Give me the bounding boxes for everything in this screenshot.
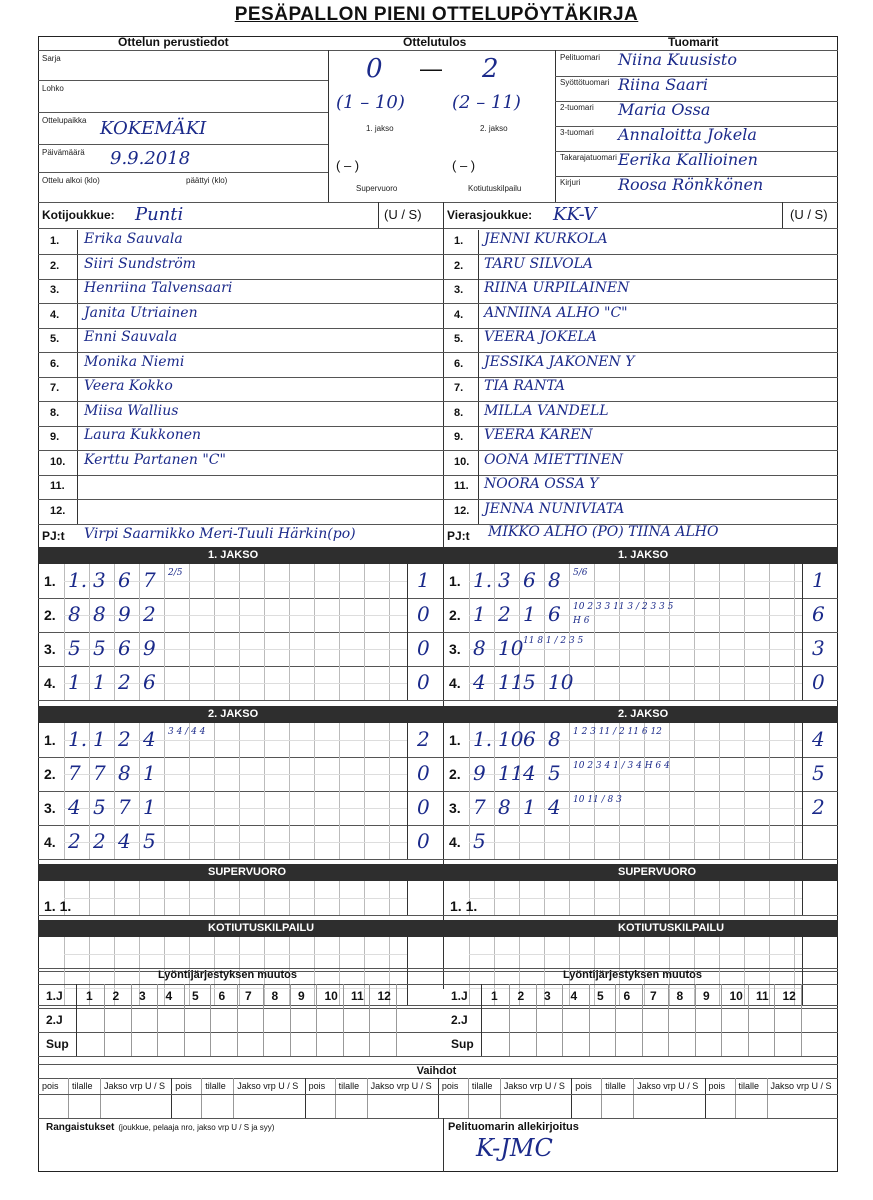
change-col: 5 bbox=[192, 989, 199, 1003]
inning-score: 2 bbox=[417, 727, 430, 751]
batting-row-number: 3. bbox=[449, 800, 461, 816]
inning-score: 0 bbox=[417, 761, 430, 785]
change-col: 9 bbox=[298, 989, 305, 1003]
kot-label: Kotiutuskilpailu bbox=[468, 184, 522, 193]
away-player-name: RIINA URPILAINEN bbox=[484, 280, 630, 296]
change-row-label: Sup bbox=[451, 1037, 474, 1051]
referees-header: Tuomarit bbox=[668, 35, 719, 49]
inning-score: 4 bbox=[812, 727, 825, 751]
batting-row-number: 2. bbox=[44, 766, 56, 782]
batting-entry: 1 bbox=[93, 727, 106, 751]
pvm-label: Päivämäärä bbox=[42, 148, 85, 157]
vaihdot-col: tilalle bbox=[338, 1081, 360, 1091]
batting-entry: 8 bbox=[548, 568, 561, 592]
sup-away-row: 1. 1. bbox=[450, 898, 478, 914]
batting-entry: 8 bbox=[473, 636, 486, 660]
batting-entry: 7 bbox=[473, 795, 486, 819]
referee-name: Annaloitta Jokela bbox=[618, 125, 757, 144]
vaihdot-title: Vaihdot bbox=[416, 1065, 457, 1077]
batting-row-number: 4. bbox=[44, 675, 56, 691]
batting-row-number: 4. bbox=[449, 675, 461, 691]
home-player-number: 5. bbox=[50, 333, 60, 345]
home-player-name: Laura Kukkonen bbox=[84, 427, 202, 443]
pvm-value: 9.9.2018 bbox=[110, 148, 191, 169]
section-title-home: 2. JAKSO bbox=[208, 708, 259, 720]
away-player-number: 7. bbox=[454, 382, 464, 394]
batting-entry: 10 bbox=[498, 727, 524, 751]
batting-entry: 8 bbox=[68, 602, 81, 626]
home-player-number: 2. bbox=[50, 259, 60, 272]
sup-label: Supervuoro bbox=[356, 184, 398, 193]
vaihdot-col: pois bbox=[42, 1081, 59, 1091]
batting-row-number: 2. bbox=[449, 607, 461, 623]
away-pj: MIKKO ALHO (PO) TIINA ALHO bbox=[488, 524, 719, 540]
inning-score: 0 bbox=[417, 829, 430, 853]
home-pj: Virpi Saarnikko Meri-Tuuli Härkin(po) bbox=[84, 526, 356, 542]
vaihdot-col: tilalle bbox=[471, 1081, 493, 1091]
home-player-name: Kerttu Partanen "C" bbox=[84, 451, 226, 468]
section-title-away: 1. JAKSO bbox=[618, 549, 669, 561]
vaihdot-col: tilalle bbox=[605, 1081, 626, 1091]
inning-score: 5 bbox=[812, 761, 825, 785]
batting-entry: 5 bbox=[473, 829, 486, 853]
batting-entry: 6 bbox=[118, 636, 131, 660]
batting-entry: 3 bbox=[498, 568, 511, 592]
vaihdot-col: pois bbox=[441, 1081, 459, 1091]
change-col: 2 bbox=[517, 989, 525, 1003]
batting-entry: 1 bbox=[523, 602, 536, 626]
batting-row-number: 1. bbox=[44, 573, 56, 589]
rangaistukset-hint: (joukkue, pelaaja nro, jakso vrp U / S ja syy) bbox=[118, 1123, 275, 1132]
home-player-number: 7. bbox=[50, 382, 60, 394]
vaihdot-col: pois bbox=[575, 1081, 592, 1091]
away-player-number: 6. bbox=[454, 357, 464, 370]
batting-entry: 10 2 3 3 11 3 / 2 3 3 5 H 6 bbox=[573, 602, 674, 626]
batting-entry: 9 bbox=[143, 636, 156, 660]
away-player-name: VEERA JOKELA bbox=[484, 329, 597, 345]
batting-entry: 10 bbox=[548, 670, 574, 694]
away-player-number: 5. bbox=[454, 333, 464, 345]
section-bar bbox=[38, 920, 838, 937]
batting-entry: 2 bbox=[118, 670, 131, 694]
home-player-number: 3. bbox=[50, 284, 60, 296]
section-title-home: SUPERVUORO bbox=[208, 866, 287, 878]
change-col: 12 bbox=[377, 989, 391, 1003]
home-player-number: 12. bbox=[50, 504, 66, 517]
batting-entry: 1. bbox=[473, 727, 493, 751]
change-title: Lyöntijärjestyksen muutos bbox=[158, 969, 297, 981]
batting-entry: 5 bbox=[523, 670, 536, 694]
result-dash: — bbox=[420, 56, 442, 81]
away-team-label: Vierasjoukkue: bbox=[447, 208, 533, 222]
home-total: 0 bbox=[366, 54, 383, 84]
change-col: 3 bbox=[139, 989, 146, 1003]
batting-entry: 4 bbox=[143, 727, 156, 751]
change-col: 1 bbox=[491, 989, 498, 1003]
batting-entry: 6 bbox=[523, 727, 536, 751]
basic-info-header: Ottelun perustiedot bbox=[118, 35, 229, 49]
change-col: 4 bbox=[570, 989, 578, 1003]
home-player-name: Erika Sauvala bbox=[84, 231, 183, 247]
section-title-away: SUPERVUORO bbox=[618, 866, 697, 878]
referee-role: 2-tuomari bbox=[560, 103, 594, 112]
inning-score: 6 bbox=[812, 602, 825, 626]
batting-entry: 1 bbox=[93, 670, 106, 694]
batting-entry: 3 4 / 4 4 bbox=[168, 727, 206, 737]
away-player-name: TIA RANTA bbox=[484, 378, 566, 394]
change-col: 11 bbox=[756, 989, 769, 1003]
section-title-away: KOTIUTUSKILPAILU bbox=[618, 922, 725, 934]
vaihdot-col: tilalle bbox=[738, 1081, 760, 1091]
home-pj-label: PJ:t bbox=[42, 529, 65, 543]
batting-entry: 2 bbox=[143, 602, 156, 626]
home-team-label: Kotijoukkue: bbox=[42, 208, 115, 222]
away-us: (U / S) bbox=[790, 207, 828, 222]
away-player-number: 4. bbox=[454, 308, 464, 321]
change-col: 3 bbox=[544, 989, 551, 1003]
referee-name: Eerika Kallioinen bbox=[618, 150, 758, 169]
section-title-away: 2. JAKSO bbox=[618, 708, 669, 720]
batting-row-number: 1. bbox=[449, 732, 461, 748]
batting-entry: 1 bbox=[473, 602, 486, 626]
away-player-name: ANNIINA ALHO "C" bbox=[484, 304, 628, 321]
batting-entry: 2 bbox=[93, 829, 106, 853]
batting-entry: 4 bbox=[523, 761, 536, 785]
batting-row-number: 1. bbox=[449, 573, 461, 589]
change-col: 6 bbox=[218, 989, 226, 1003]
batting-entry: 11 bbox=[498, 670, 524, 694]
change-col: 8 bbox=[676, 989, 684, 1003]
home-player-number: 11. bbox=[50, 480, 65, 492]
batting-entry: 1 bbox=[143, 795, 156, 819]
referee-name: Maria Ossa bbox=[618, 100, 711, 119]
change-row-label: 2.J bbox=[451, 1013, 468, 1027]
away-player-name: OONA MIETTINEN bbox=[484, 451, 624, 468]
batting-entry: 5 bbox=[143, 829, 156, 853]
change-col: 7 bbox=[245, 989, 252, 1003]
home-player-name: Miisa Wallius bbox=[84, 402, 179, 419]
change-row-label: 1.J bbox=[46, 989, 63, 1003]
vaihdot-col: Jakso vrp U / S bbox=[770, 1081, 832, 1091]
batting-row-number: 3. bbox=[44, 800, 56, 816]
home-player-number: 9. bbox=[50, 431, 60, 443]
referee-role: Takarajatuomari bbox=[560, 153, 617, 162]
batting-row-number: 4. bbox=[449, 834, 461, 850]
batting-entry: 7 bbox=[118, 795, 131, 819]
paikka-label: Ottelupaikka bbox=[42, 116, 87, 125]
batting-entry: 4 bbox=[548, 795, 561, 819]
inning-score: 0 bbox=[417, 636, 430, 660]
vaihdot-col: tilalle bbox=[205, 1081, 226, 1091]
change-col: 2 bbox=[112, 989, 120, 1003]
batting-entry: 4 bbox=[68, 795, 81, 819]
change-col: 9 bbox=[703, 989, 710, 1003]
alkoi-label: Ottelu alkoi (klo) bbox=[42, 176, 100, 185]
inning-score: 0 bbox=[417, 670, 430, 694]
inning-score: 1 bbox=[812, 568, 825, 592]
period2-label: 2. jakso bbox=[480, 124, 508, 133]
batting-row-number: 4. bbox=[44, 834, 56, 850]
home-player-number: 8. bbox=[50, 406, 60, 419]
inning-score: 3 bbox=[812, 636, 825, 660]
away-player-number: 12. bbox=[454, 504, 470, 517]
batting-entry: 7 bbox=[93, 761, 106, 785]
referee-role: Pelituomari bbox=[560, 53, 601, 62]
home-player-name: Siiri Sundström bbox=[84, 255, 196, 272]
inning-score: 0 bbox=[812, 670, 825, 694]
away-player-name: JENNA NUNIVIATA bbox=[484, 500, 625, 517]
batting-entry: 5 bbox=[68, 636, 81, 660]
change-row-label: Sup bbox=[46, 1037, 69, 1051]
batting-row-number: 2. bbox=[44, 607, 56, 623]
rangaistukset-area bbox=[46, 1122, 274, 1133]
batting-entry: 8 bbox=[93, 602, 106, 626]
batting-entry: 5 bbox=[93, 636, 106, 660]
away-player-number: 8. bbox=[454, 406, 464, 419]
change-col: 12 bbox=[782, 989, 796, 1003]
batting-entry: 2 bbox=[68, 829, 81, 853]
home-player-number: 4. bbox=[50, 308, 60, 321]
section-title-home: KOTIUTUSKILPAILU bbox=[208, 922, 315, 934]
batting-entry: 1. bbox=[473, 568, 493, 592]
referee-name: Niina Kuusisto bbox=[618, 50, 737, 69]
batting-entry: 10 2 3 4 1 / 3 4 H 6 4 bbox=[573, 761, 670, 771]
away-player-name: MILLA VANDELL bbox=[484, 402, 609, 419]
change-col: 11 bbox=[351, 989, 364, 1003]
form-title: PESÄPALLON PIENI OTTELUPÖYTÄKIRJA bbox=[234, 4, 639, 25]
batting-entry: 4 bbox=[118, 829, 131, 853]
batting-entry: 1 bbox=[523, 795, 536, 819]
change-row-label: 1.J bbox=[451, 989, 468, 1003]
away-team-name: KK-V bbox=[553, 204, 597, 225]
period2-result: (2 – 11) bbox=[452, 92, 521, 113]
home-player-number: 10. bbox=[50, 455, 66, 468]
batting-entry: 11 bbox=[498, 761, 524, 785]
away-player-number: 2. bbox=[454, 259, 464, 272]
batting-entry: 6 bbox=[118, 568, 131, 592]
vaihdot-col: Jakso vrp U / S bbox=[104, 1081, 166, 1091]
batting-entry: 9 bbox=[118, 602, 131, 626]
referee-signature: K-JMC bbox=[476, 1134, 553, 1162]
home-player-name: Enni Sauvala bbox=[84, 329, 178, 345]
kot-result: ( – ) bbox=[452, 158, 476, 173]
batting-row-number: 2. bbox=[449, 766, 461, 782]
batting-entry: 6 bbox=[523, 568, 536, 592]
batting-entry: 10 bbox=[498, 636, 524, 660]
batting-entry: 5 bbox=[548, 761, 561, 785]
batting-entry: 1 bbox=[68, 670, 81, 694]
change-col: 7 bbox=[650, 989, 657, 1003]
vaihdot-col: pois bbox=[175, 1081, 192, 1091]
signature-label: Pelituomarin allekirjoitus bbox=[448, 1121, 579, 1133]
change-row-label: 2.J bbox=[46, 1013, 63, 1027]
change-title: Lyöntijärjestyksen muutos bbox=[563, 969, 702, 981]
away-player-number: 11. bbox=[454, 480, 469, 492]
referee-role: Syöttötuomari bbox=[560, 78, 610, 87]
home-team-name: Punti bbox=[135, 204, 184, 225]
batting-entry: 2/5 bbox=[168, 568, 183, 578]
batting-row-number: 3. bbox=[449, 641, 461, 657]
batting-entry: 4 bbox=[473, 670, 486, 694]
batting-entry: 3 bbox=[93, 568, 106, 592]
batting-entry: 1 bbox=[143, 761, 156, 785]
batting-entry: 11 8 1 / 2 3 5 bbox=[523, 636, 584, 646]
referee-name: Riina Saari bbox=[618, 75, 709, 94]
batting-entry: 6 bbox=[548, 602, 561, 626]
referee-name: Roosa Rönkkönen bbox=[618, 175, 764, 194]
batting-entry: 6 bbox=[143, 670, 156, 694]
vaihdot-col: tilalle bbox=[72, 1081, 93, 1091]
home-player-name: Janita Utriainen bbox=[84, 304, 198, 321]
vaihdot-col: pois bbox=[308, 1081, 326, 1091]
vaihdot-col: pois bbox=[708, 1081, 726, 1091]
change-col: 10 bbox=[324, 989, 338, 1003]
period1-result: (1 – 10) bbox=[336, 92, 405, 113]
away-player-number: 3. bbox=[454, 284, 464, 296]
sarja-label: Sarja bbox=[42, 54, 61, 63]
batting-entry: 2 bbox=[118, 727, 131, 751]
change-col: 5 bbox=[597, 989, 604, 1003]
vaihdot-col: Jakso vrp U / S bbox=[237, 1081, 299, 1091]
vaihdot-col: Jakso vrp U / S bbox=[370, 1081, 432, 1091]
batting-row-number: 1. bbox=[44, 732, 56, 748]
away-player-name: TARU SILVOLA bbox=[484, 255, 593, 272]
change-col: 10 bbox=[729, 989, 743, 1003]
section-bar bbox=[38, 547, 838, 564]
away-player-number: 9. bbox=[454, 431, 464, 443]
change-col: 6 bbox=[623, 989, 631, 1003]
away-pj-label: PJ:t bbox=[447, 529, 470, 543]
batting-entry: 2 bbox=[498, 602, 511, 626]
period1-label: 1. jakso bbox=[366, 124, 394, 133]
batting-entry: 1 2 3 11 / 2 11 6 12 bbox=[573, 727, 662, 737]
away-player-number: 1. bbox=[454, 235, 464, 247]
batting-entry: 10 11 / 8 3 bbox=[573, 795, 622, 805]
referee-role: 3-tuomari bbox=[560, 128, 594, 137]
batting-entry: 5/6 bbox=[573, 568, 588, 578]
batting-entry: 8 bbox=[548, 727, 561, 751]
batting-entry: 1. bbox=[68, 568, 88, 592]
away-player-name: JESSIKA JAKONEN Y bbox=[484, 353, 635, 370]
home-us: (U / S) bbox=[384, 207, 422, 222]
away-player-number: 10. bbox=[454, 455, 470, 468]
home-player-name: Henriina Talvensaari bbox=[84, 280, 233, 296]
batting-entry: 8 bbox=[498, 795, 511, 819]
section-bar bbox=[38, 706, 838, 723]
lohko-label: Lohko bbox=[42, 84, 64, 93]
vaihdot-col: Jakso vrp U / S bbox=[637, 1081, 699, 1091]
away-player-name: NOORA OSSA Y bbox=[484, 476, 599, 492]
change-col: 8 bbox=[271, 989, 279, 1003]
inning-score: 1 bbox=[417, 568, 430, 592]
inning-score: 0 bbox=[417, 602, 430, 626]
sup-result: ( – ) bbox=[336, 158, 360, 173]
home-player-name: Veera Kokko bbox=[84, 378, 173, 394]
change-col: 1 bbox=[86, 989, 93, 1003]
change-col: 4 bbox=[165, 989, 173, 1003]
home-player-name: Monika Niemi bbox=[84, 353, 185, 370]
paikka-value: KOKEMÄKI bbox=[100, 118, 207, 139]
inning-score: 2 bbox=[812, 795, 825, 819]
home-player-number: 1. bbox=[50, 235, 60, 247]
away-player-name: JENNI KURKOLA bbox=[484, 231, 608, 247]
referee-role: Kirjuri bbox=[560, 178, 581, 187]
away-total: 2 bbox=[482, 54, 499, 84]
batting-entry: 8 bbox=[118, 761, 131, 785]
sup-home-row: 1. 1. bbox=[44, 898, 72, 914]
away-player-name: VEERA KAREN bbox=[484, 427, 593, 443]
vaihdot-col: Jakso vrp U / S bbox=[503, 1081, 565, 1091]
section-title-home: 1. JAKSO bbox=[208, 549, 259, 561]
paattyi-label: päättyi (klo) bbox=[186, 176, 228, 185]
batting-entry: 9 bbox=[473, 761, 486, 785]
home-player-number: 6. bbox=[50, 357, 60, 370]
batting-entry: 7 bbox=[68, 761, 81, 785]
batting-entry: 7 bbox=[143, 568, 156, 592]
batting-entry: 1. bbox=[68, 727, 88, 751]
section-bar bbox=[38, 864, 838, 881]
inning-score: 0 bbox=[417, 795, 430, 819]
batting-row-number: 3. bbox=[44, 641, 56, 657]
rangaistukset-label: Rangaistukset bbox=[46, 1122, 115, 1133]
result-header: Ottelutulos bbox=[403, 35, 467, 49]
batting-entry: 5 bbox=[93, 795, 106, 819]
